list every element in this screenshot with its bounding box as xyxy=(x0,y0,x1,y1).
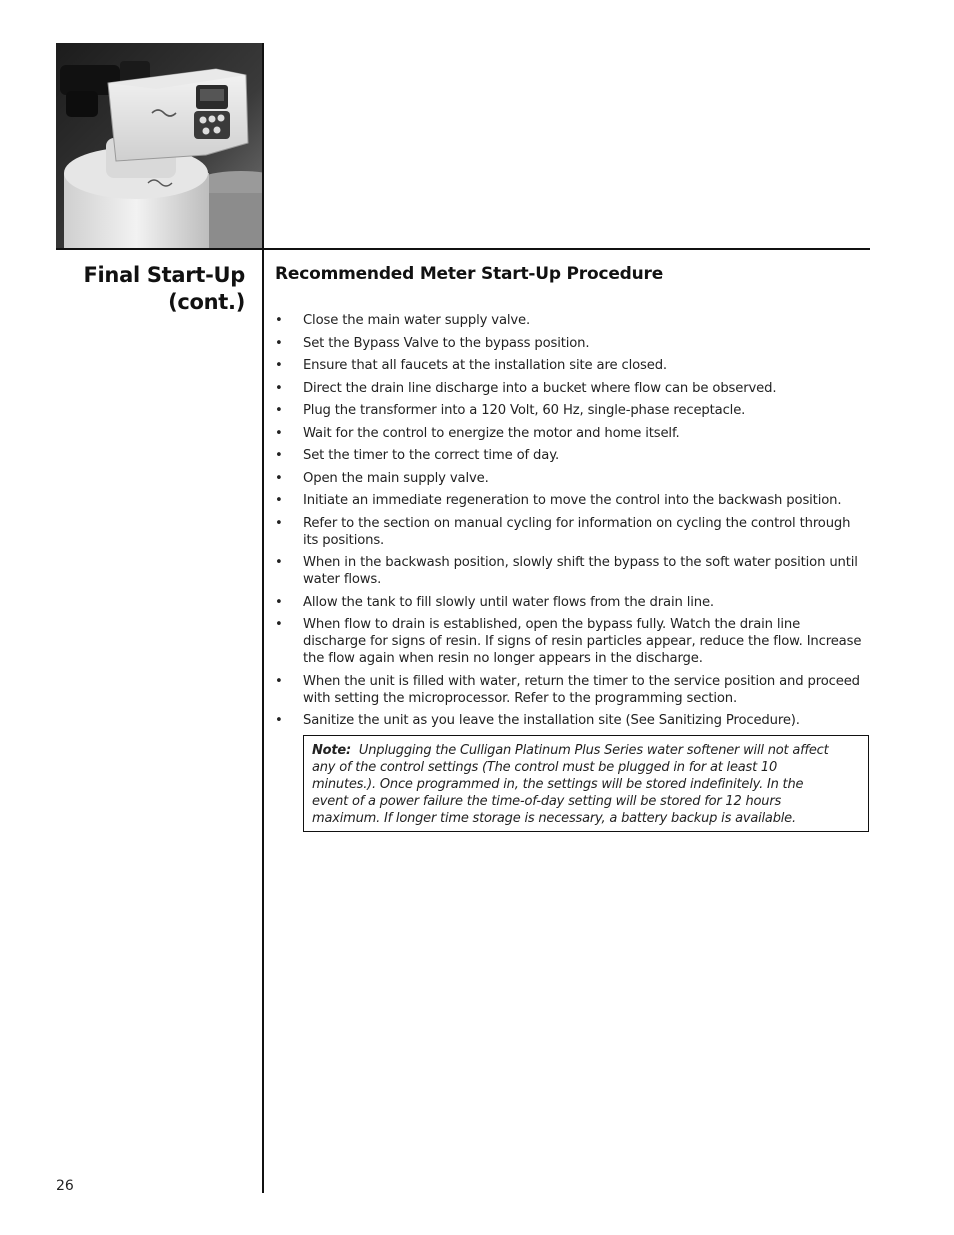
product-photo xyxy=(56,43,262,248)
list-item: • Allow the tank to fill slowly until water flows from the drain line. xyxy=(275,594,865,611)
note-label: Note: xyxy=(312,743,352,758)
vertical-rule xyxy=(262,43,264,1193)
note-box xyxy=(303,735,869,832)
procedure-title: Recommended Meter Start-Up Procedure xyxy=(275,264,664,284)
section-title-line1: Final Start-Up xyxy=(83,263,245,287)
list-item: • Set the timer to the correct time of day. xyxy=(275,447,865,464)
page-number: 26 xyxy=(56,1178,74,1194)
list-item: • Close the main water supply valve. xyxy=(275,312,865,329)
list-item: • Sanitize the unit as you leave the installation site (See Sanitizing Procedure). xyxy=(275,712,865,729)
section-title xyxy=(56,262,245,316)
water-softener-illustration xyxy=(56,43,262,248)
list-item: • Ensure that all faucets at the installation site are closed. xyxy=(275,357,865,374)
list-item: • Open the main supply valve. xyxy=(275,470,865,487)
section-title-line2: (cont.) xyxy=(168,290,245,314)
list-item: • Wait for the control to energize the motor and home itself. xyxy=(275,425,865,442)
list-item: • When in the backwash position, slowly shift the bypass to the soft water position until water flows. xyxy=(275,554,865,588)
list-item: • When the unit is filled with water, return the timer to the service position and proceed with setting the microprocessor. Refer to the programming section. xyxy=(275,673,865,707)
list-item: • Direct the drain line discharge into a bucket where flow can be observed. xyxy=(275,380,865,397)
procedure-steps xyxy=(275,312,865,735)
horizontal-rule xyxy=(56,248,870,250)
list-item: • Plug the transformer into a 120 Volt, 60 Hz, single-phase receptacle. xyxy=(275,402,865,419)
list-item: • Set the Bypass Valve to the bypass position. xyxy=(275,335,865,352)
list-item: • Initiate an immediate regeneration to move the control into the backwash position. xyxy=(275,492,865,509)
list-item: • When flow to drain is established, open the bypass fully. Watch the drain line discharge for signs of resin. If signs of resin particles appear, reduce the flow. Increase the flow again when resin no longer appears in the discharge. xyxy=(275,616,865,667)
list-item: • Refer to the section on manual cycling for information on cycling the control through its positions. xyxy=(275,515,865,549)
note-text: Unplugging the Culligan Platinum Plus Series water softener will not affect any of the control settings (The control must be plugged in for at least 10 minutes.). Once programmed in, the settings will be stored indefinitely. In the event of a power failure the time-of-day setting will be stored for 12 hours maximum. If longer time storage is necessary, a battery backup is available. xyxy=(312,743,829,826)
